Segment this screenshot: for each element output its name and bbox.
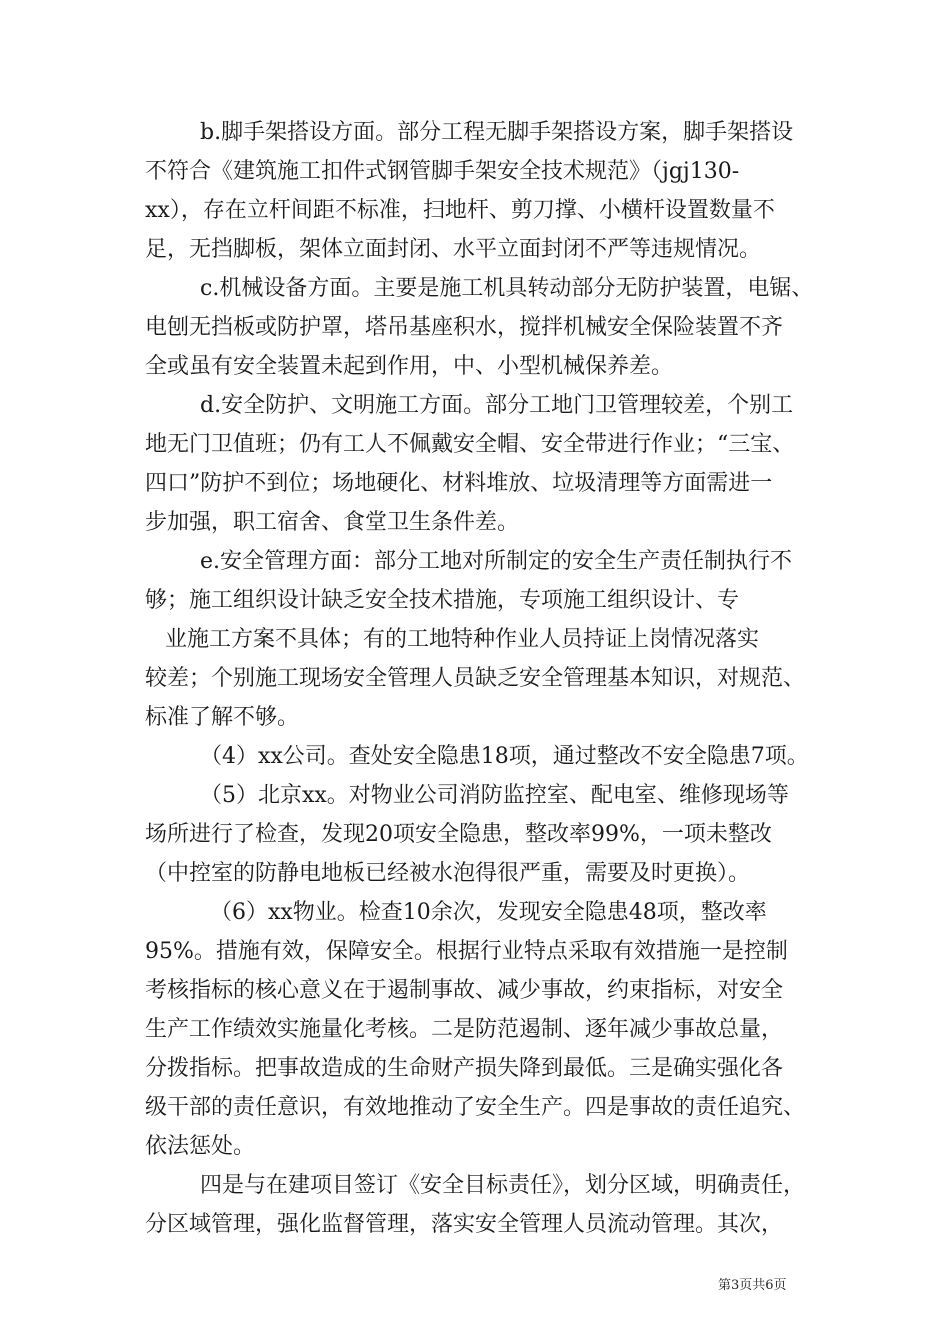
text-line: 标准了解不够。 xyxy=(145,705,300,730)
text-line: 四口”防护不到位；场地硬化、材料堆放、垃圾清理等方面需进一 xyxy=(145,471,773,496)
text-line: 95%。措施有效，保障安全。根据行业特点采取有效措施一是控制 xyxy=(145,939,788,964)
text-line: 级干部的责任意识，有效地推动了安全生产。四是事故的责任追究、 xyxy=(145,1095,806,1120)
text-line: 不符合《建筑施工扣件式钢管脚手架安全技术规范》（jgj130- xyxy=(145,159,740,184)
text-line: 够；施工组织设计缺乏安全技术措施，专项施工组织设计、专 xyxy=(145,588,740,613)
text-line: 步加强，职工宿舍、食堂卫生条件差。 xyxy=(145,510,520,535)
text-line: （中控室的防静电地板已经被水泡得很严重，需要及时更换）。 xyxy=(145,861,751,886)
text-line: 场所进行了检查，发现20项安全隐患，整改率99%，一项未整改 xyxy=(145,822,772,847)
text-line: 较差；个别施工现场安全管理人员缺乏安全管理基本知识，对规范、 xyxy=(145,666,806,691)
text-line: e.安全管理方面：部分工地对所制定的安全生产责任制执行不 xyxy=(200,549,793,574)
text-line: 业施工方案不具体；有的工地特种作业人员持证上岗情况落实 xyxy=(165,627,760,652)
text-line: 地无门卫值班；仍有工人不佩戴安全帽、安全带进行作业；“三宝、 xyxy=(145,432,795,457)
text-line: 分拨指标。把事故造成的生命财产损失降到最低。三是确实强化各 xyxy=(145,1056,784,1081)
text-line: b.脚手架搭设方面。部分工程无脚手架搭设方案，脚手架搭设 xyxy=(200,120,794,145)
text-line: （4）xx公司。查处安全隐患18项，通过整改不安全隐患7项。 xyxy=(200,744,809,769)
text-line: 分区域管理，强化监督管理，落实安全管理人员流动管理。其次， xyxy=(145,1212,784,1237)
text-line: 全或虽有安全装置未起到作用，中、小型机械保养差。 xyxy=(145,354,674,379)
text-line: 足，无挡脚板，架体立面封闭、水平立面封闭不严等违规情况。 xyxy=(145,237,762,262)
text-line: （6）xx物业。检查10余次，发现安全隐患48项，整改率 xyxy=(210,900,767,925)
text-line: xx），存在立杆间距不标准，扫地杆、剪刀撑、小横杆设置数量不 xyxy=(145,198,775,223)
page-number: 第3页共6页 xyxy=(718,1278,787,1293)
text-line: 生产工作绩效实施量化考核。二是防范遏制、逐年减少事故总量， xyxy=(145,1017,784,1042)
text-line: d.安全防护、文明施工方面。部分工地门卫管理较差，个别工 xyxy=(200,393,794,418)
text-line: c.机械设备方面。主要是施工机具转动部分无防护装置，电锯、 xyxy=(200,276,814,301)
text-line: 电刨无挡板或防护罩，塔吊基座积水，搅拌机械安全保险装置不齐 xyxy=(145,315,784,340)
text-line: 四是与在建项目签订《安全目标责任》，划分区域，明确责任， xyxy=(200,1173,806,1198)
text-line: 依法惩处。 xyxy=(145,1134,256,1159)
text-line: 考核指标的核心意义在于遏制事故、减少事故，约束指标，对安全 xyxy=(145,978,784,1003)
text-line: （5）北京xx。对物业公司消防监控室、配电室、维修现场等 xyxy=(200,783,789,808)
